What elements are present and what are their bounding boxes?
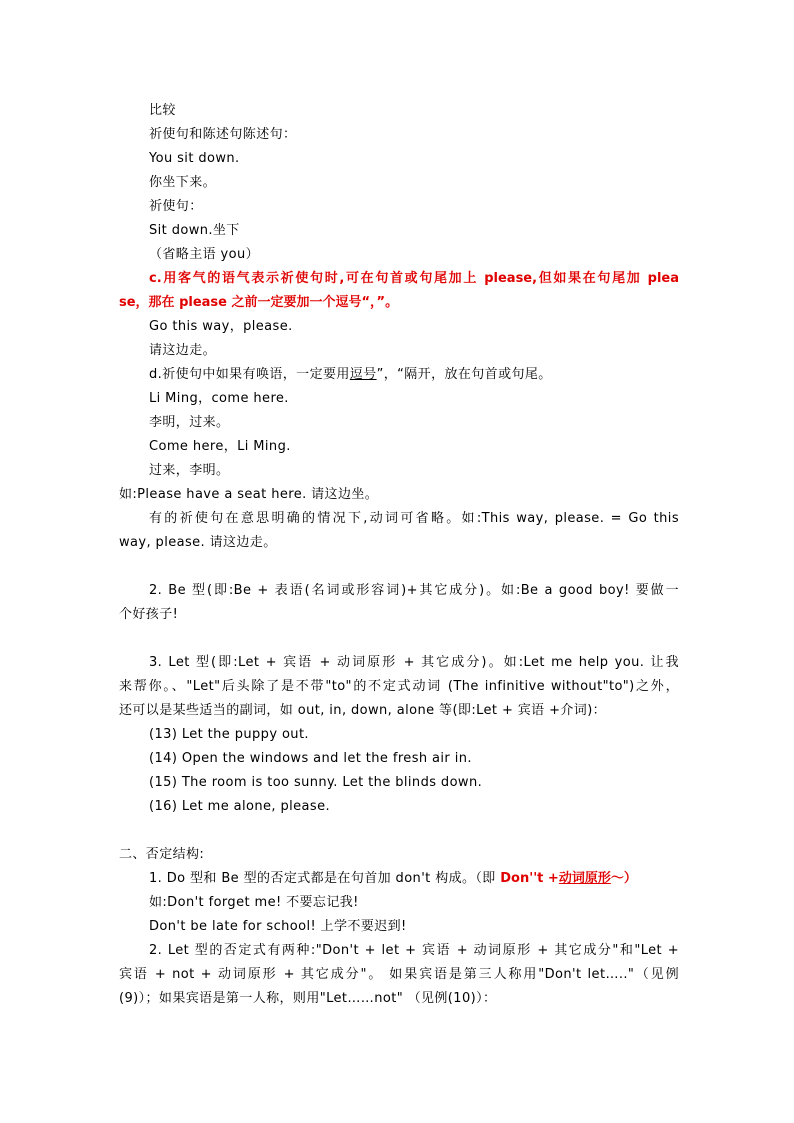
rule-d-text: ”，“隔开，放在句首或句尾。	[376, 367, 552, 382]
example-en: Li Ming，come here.	[149, 391, 289, 406]
example-zh: 你坐下来。	[149, 175, 217, 190]
rule-c-line1: c.用客气的语气表示祈使句时,可在句首或句尾加上 please,但如果在句尾加 plea	[149, 271, 679, 286]
negative-rule-2-line2: 宾语 + not + 动词原形 + 其它成分"。 如果宾语是第三人称用"Don't let….."（见例	[119, 967, 679, 982]
rule-c-line2: se，那在 please 之前一定要加一个逗号“，”。	[119, 295, 399, 310]
text-line: 祈使句：	[149, 199, 203, 214]
be-type-line2: 个好孩子!	[119, 607, 179, 622]
example-14: (14) Open the windows and let the fresh air in.	[149, 751, 472, 766]
heading-compare: 比较	[149, 103, 176, 118]
paragraph-line: way, please. 请这边走。	[119, 535, 277, 550]
rule-d-text: d.祈使句中如果有唤语，一定要用	[149, 367, 350, 382]
example-line: 如:Don't forget me! 不要忘记我!	[149, 895, 359, 910]
negative-rule-1-red: Don''t +	[500, 871, 559, 886]
comma-link[interactable]: 逗号	[349, 367, 377, 382]
negative-rule-1	[149, 870, 679, 888]
let-type-line1: 3. Let 型(即:Let + 宾语 + 动词原形 + 其它成分)。如:Let me help you. 让我	[149, 655, 679, 670]
rule-d	[149, 366, 679, 384]
example-zh: 李明，过来。	[149, 415, 230, 430]
example-en: Go this way，please.	[149, 319, 293, 334]
example-en: You sit down.	[149, 151, 240, 166]
section-heading-negative: 二、否定结构:	[119, 847, 205, 862]
example-zh: 过来，李明。	[149, 463, 230, 478]
paragraph-line: 有的祈使句在意思明确的情况下,动词可省略。如:This way, please. = Go this	[149, 511, 679, 526]
text-line: 祈使句和陈述句陈述句：	[149, 127, 297, 142]
example-en: Sit down.坐下	[149, 223, 240, 238]
example-15: (15) The room is too sunny. Let the blinds down.	[149, 775, 483, 790]
negative-rule-2-line1: 2. Let 型的否定式有两种:"Don't + let + 宾语 + 动词原形 + 其它成分"和"Let +	[149, 943, 679, 958]
example-line: Don't be late for school! 上学不要迟到!	[149, 919, 407, 934]
example-zh: 请这边走。	[149, 343, 217, 358]
negative-rule-1-text: 1. Do 型和 Be 型的否定式都是在句首加 don't 构成。（即	[149, 871, 501, 886]
let-type-line2: 来帮你。、"Let"后头除了是不带"to"的不定式动词 (The infinitive without"to")之外，	[119, 679, 679, 694]
negative-rule-1-red: ～）	[610, 871, 637, 886]
let-type-line3: 还可以是某些适当的副词，如 out, in, down, alone 等(即:Let + 宾语 +介词)：	[119, 703, 607, 718]
example-16: (16) Let me alone, please.	[149, 799, 331, 814]
example-line: 如:Please have a seat here. 请这边坐。	[119, 487, 379, 502]
negative-rule-1-red-underlined: 动词原形	[558, 871, 611, 886]
be-type-line1: 2. Be 型(即:Be + 表语(名词或形容词)+其它成分)。如:Be a good boy! 要做一	[149, 583, 679, 598]
example-13: (13) Let the puppy out.	[149, 727, 309, 742]
example-en: Come here，Li Ming.	[149, 439, 291, 454]
negative-rule-2-line3: (9)）；如果宾语是第一人称，则用"Let……not" （见例(10)）：	[119, 991, 497, 1006]
text-line: （省略主语 you）	[149, 247, 260, 262]
